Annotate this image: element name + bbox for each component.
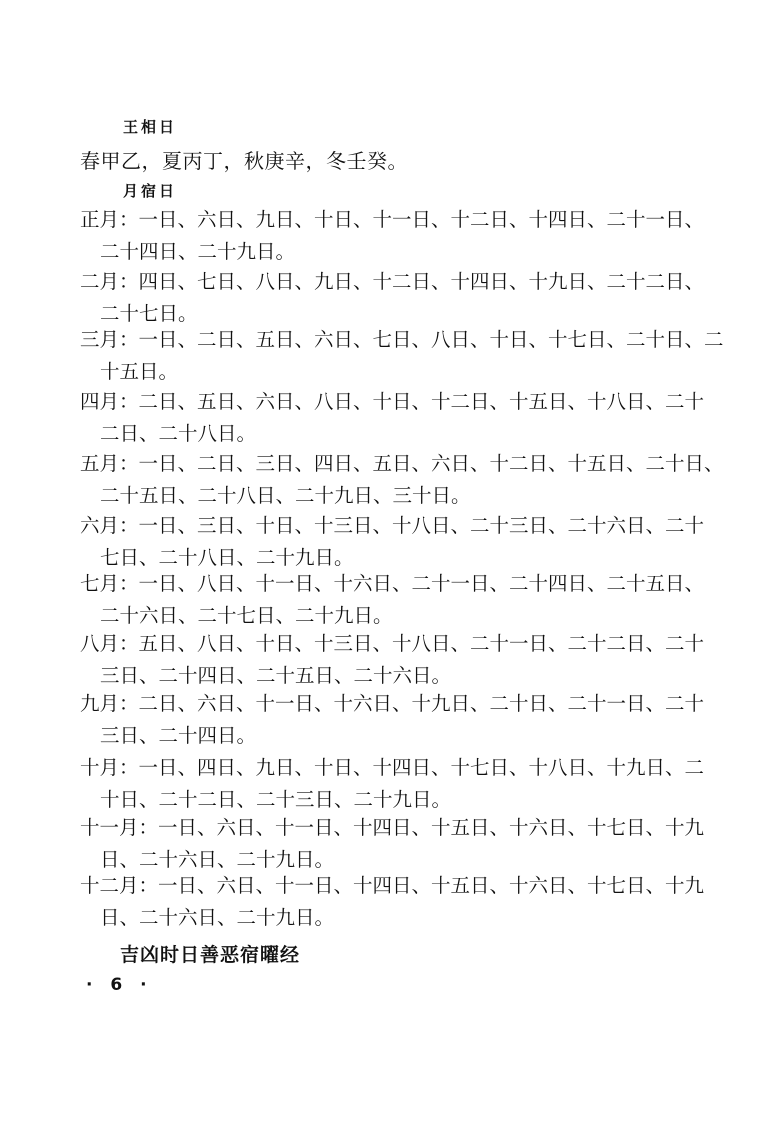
month-days-line-2: 十日、二十二日、二十三日、二十九日。 (100, 788, 452, 811)
month-label: 十月： (80, 756, 139, 779)
month-entry-9 (80, 688, 705, 752)
month-days-line-2: 二十六日、二十七日、二十九日。 (100, 604, 393, 627)
month-label: 正月： (80, 208, 139, 231)
month-label: 六月： (80, 514, 139, 537)
month-entry-12 (80, 870, 705, 934)
month-entry-6 (80, 510, 705, 574)
month-days-line-1: 四日、七日、八日、九日、十二日、十四日、十九日、二十二日、 (138, 270, 705, 293)
month-days-line-2: 三日、二十四日、二十五日、二十六日。 (100, 664, 452, 687)
month-days-line-2: 日、二十六日、二十九日。 (100, 906, 335, 929)
month-days-line-2: 二十五日、二十八日、二十九日、三十日。 (100, 484, 471, 507)
month-days-line-1: 一日、八日、十一日、十六日、二十一日、二十四日、二十五日、 (138, 572, 705, 595)
month-entry-2 (80, 266, 705, 330)
month-days-line-1: 二日、六日、十一日、十六日、十九日、二十日、二十一日、二十 (138, 692, 705, 715)
month-label: 四月： (80, 390, 139, 413)
month-days-line-1: 一日、六日、十一日、十四日、十五日、十六日、十七日、十九 (158, 816, 705, 839)
month-entry-7 (80, 568, 705, 632)
month-entry-5 (80, 448, 724, 512)
month-entry-1 (80, 204, 705, 268)
month-label: 九月： (80, 692, 139, 715)
seasons-line: 春甲乙，夏丙丁，秋庚辛，冬壬癸。 (80, 149, 408, 173)
month-days-line-1: 五日、八日、十日、十三日、十八日、二十一日、二十二日、二十 (138, 632, 705, 655)
month-days-line-2: 三日、二十四日。 (100, 724, 257, 747)
heading-yue-su: 月宿日 (123, 182, 178, 200)
month-label: 二月： (80, 270, 139, 293)
month-days-line-1: 一日、四日、九日、十日、十四日、十七日、十八日、十九日、二 (138, 756, 705, 779)
month-entry-11 (80, 812, 705, 876)
month-days-line-1: 一日、二日、五日、六日、七日、八日、十日、十七日、二十日、二 (138, 328, 724, 351)
month-days-line-2: 二十七日。 (100, 302, 198, 325)
month-label: 五月： (80, 452, 139, 475)
month-days-line-2: 十五日。 (100, 360, 179, 383)
month-days-line-1: 一日、六日、十一日、十四日、十五日、十六日、十七日、十九 (158, 874, 705, 897)
month-days-line-1: 一日、六日、九日、十日、十一日、十二日、十四日、二十一日、 (138, 208, 705, 231)
month-label: 十二月： (80, 874, 159, 897)
month-days-line-1: 一日、三日、十日、十三日、十八日、二十三日、二十六日、二十 (138, 514, 705, 537)
section-title-footer: 吉凶时日善恶宿曜经 (120, 944, 301, 966)
month-days-line-2: 二日、二十八日。 (100, 422, 257, 445)
heading-wang-xiang: 王相日 (123, 118, 178, 136)
month-entry-10 (80, 752, 705, 816)
month-entry-8 (80, 628, 705, 692)
page-number: · 6 · (86, 975, 153, 995)
month-label: 三月： (80, 328, 139, 351)
month-label: 八月： (80, 632, 139, 655)
month-label: 十一月： (80, 816, 159, 839)
month-entry-3 (80, 324, 724, 388)
month-days-line-1: 二日、五日、六日、八日、十日、十二日、十五日、十八日、二十 (138, 390, 705, 413)
month-days-line-2: 二十四日、二十九日。 (100, 240, 296, 263)
month-entry-4 (80, 386, 705, 450)
month-days-line-2: 日、二十六日、二十九日。 (100, 848, 335, 871)
month-days-line-1: 一日、二日、三日、四日、五日、六日、十二日、十五日、二十日、 (138, 452, 724, 475)
month-days-line-2: 七日、二十八日、二十九日。 (100, 546, 354, 569)
month-label: 七月： (80, 572, 139, 595)
